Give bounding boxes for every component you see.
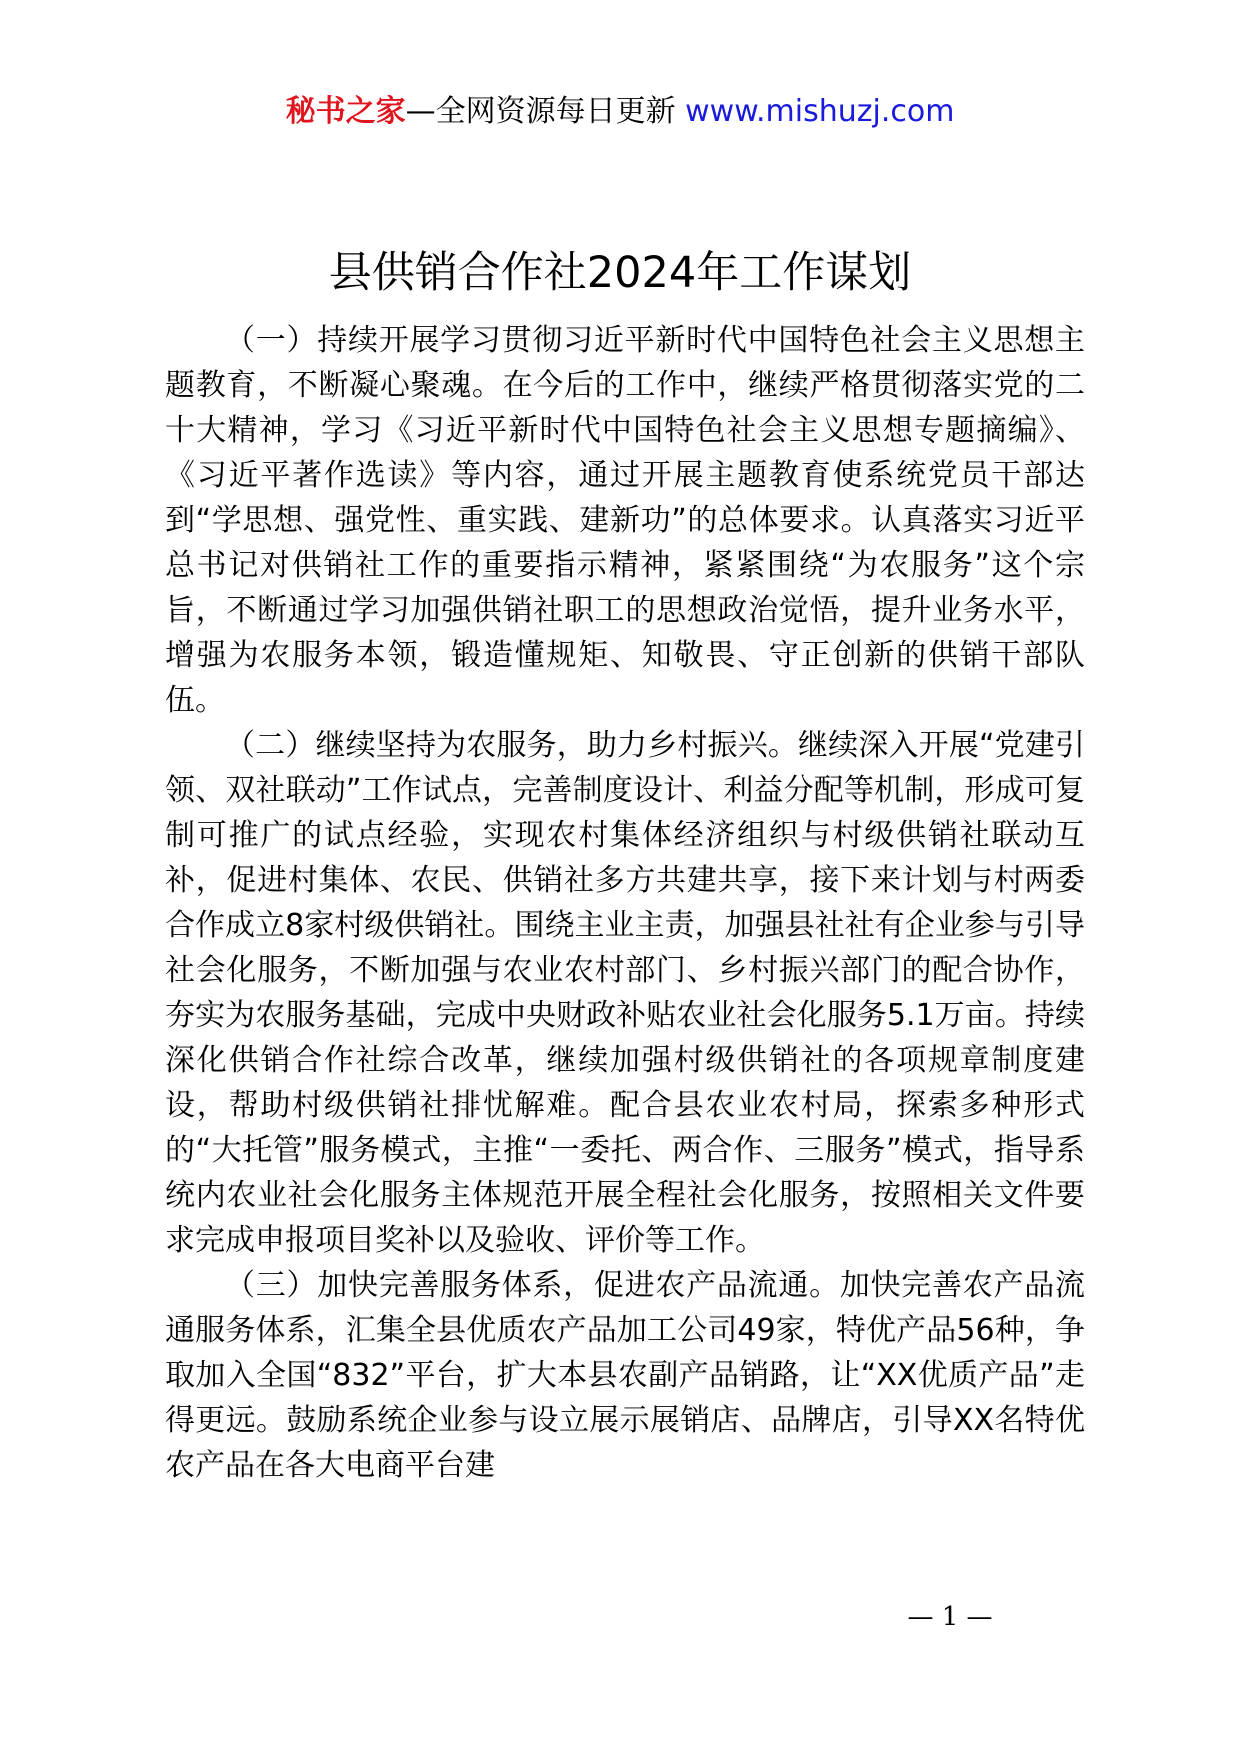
site-tagline: —全网资源每日更新 xyxy=(405,94,676,129)
site-url-link[interactable]: www.mishuzj.com xyxy=(685,94,955,129)
document-body xyxy=(165,318,1085,1488)
paragraph-1: （一）持续开展学习贯彻习近平新时代中国特色社会主义思想主题教育，不断凝心聚魂。在今后的工作中，继续严格贯彻落实党的二十大精神，学习《习近平新时代中国特色社会主义思想专题摘编》、《习近平著作选读》等内容，通过开展主题教育使系统党员干部达到“学思想、强党性、重实践、建新功”的总体要求。认真落实习近平总书记对供销社工作的重要指示精神，紧紧围绕“为农服务”这个宗旨，不断通过学习加强供销社职工的思想政治觉悟，提升业务水平，增强为农服务本领，锻造懂规矩、知敬畏、守正创新的供销干部队伍。 xyxy=(165,323,1085,718)
paragraph-3: （三）加快完善服务体系，促进农产品流通。加快完善农产品流通服务体系，汇集全县优质农产品加工公司49家，特优产品56种，争取加入全国“832”平台，扩大本县农副产品销路，让“XX优质产品”走得更远。鼓励系统企业参与设立展示展销店、品牌店，引导XX名特优农产品在各大电商平台建 xyxy=(165,1268,1085,1483)
document-title: 县供销合作社2024年工作谋划 xyxy=(328,248,912,298)
site-banner xyxy=(0,92,1240,132)
page-number: — 1 — xyxy=(907,1602,993,1632)
site-brand-name: 秘书之家 xyxy=(285,94,406,129)
paragraph-2: （二）继续坚持为农服务，助力乡村振兴。继续深入开展“党建引领、双社联动”工作试点，完善制度设计、利益分配等机制，形成可复制可推广的试点经验，实现农村集体经济组织与村级供销社联动互补，促进村集体、农民、供销社多方共建共享，接下来计划与村两委合作成立8家村级供销社。围绕主业主责，加强县社社有企业参与引导社会化服务，不断加强与农业农村部门、乡村振兴部门的配合协作，夯实为农服务基础，完成中央财政补贴农业社会化服务5.1万亩。持续深化供销合作社综合改革，继续加强村级供销社的各项规章制度建设，帮助村级供销社排忧解难。配合县农业农村局，探索多种形式的“大托管”服务模式，主推“一委托、两合作、三服务”模式，指导系统内农业社会化服务主体规范开展全程社会化服务，按照相关文件要求完成申报项目奖补以及验收、评价等工作。 xyxy=(165,728,1085,1258)
